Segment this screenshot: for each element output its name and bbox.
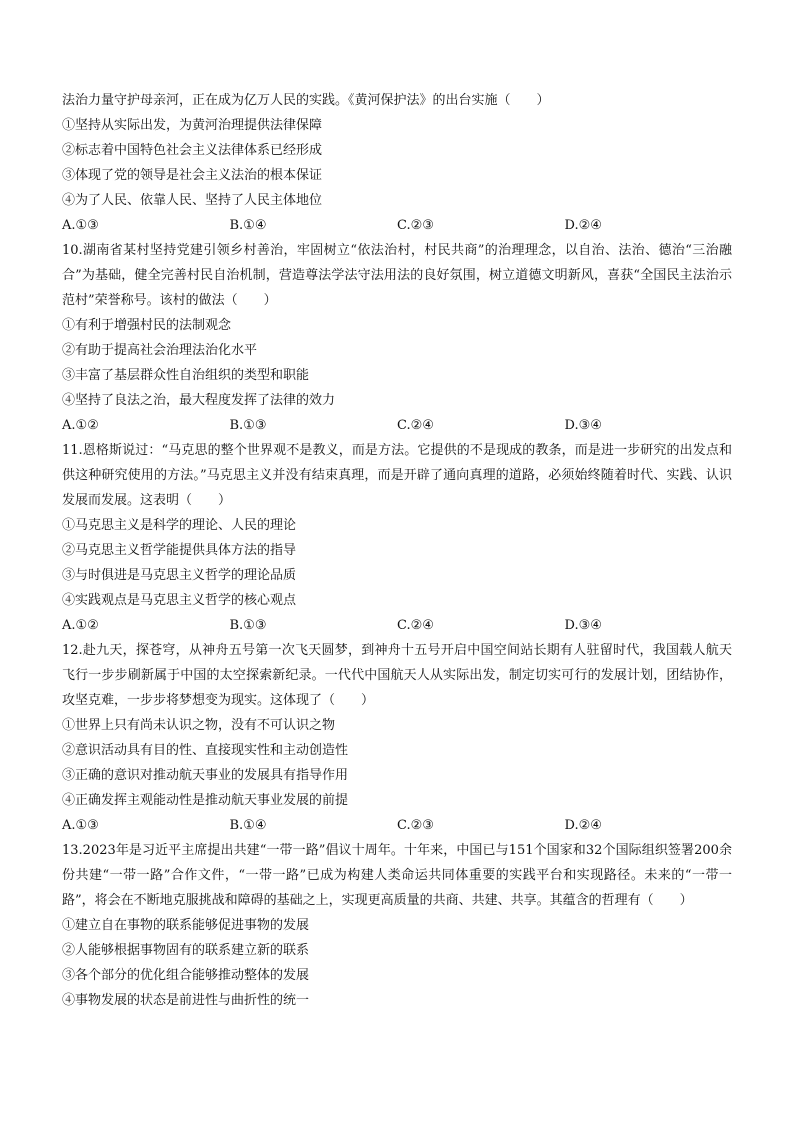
question-13 bbox=[62, 838, 732, 1013]
statement-4: ④事物发展的状态是前进性与曲折性的统一 bbox=[62, 993, 310, 1008]
choice-a: A.①③ bbox=[62, 818, 99, 833]
statement-2: ②有助于提高社会治理法治化水平 bbox=[62, 343, 258, 358]
statement-3: ③正确的意识对推动航天事业的发展具有指导作用 bbox=[62, 768, 349, 783]
choice-b: B.①④ bbox=[229, 818, 267, 833]
statement-1: ①马克思主义是科学的理论、人民的理论 bbox=[62, 518, 297, 533]
statement-1: ①有利于增强村民的法制观念 bbox=[62, 318, 232, 333]
choice-d: D.③④ bbox=[564, 418, 602, 433]
choice-a: A.①② bbox=[62, 418, 99, 433]
answer-choices bbox=[62, 813, 732, 838]
statement-3: ③体现了党的领导是社会主义法治的根本保证 bbox=[62, 168, 323, 183]
choice-a: A.①③ bbox=[62, 218, 99, 233]
question-9 bbox=[62, 88, 732, 238]
statement-4: ④实践观点是马克思主义哲学的核心观点 bbox=[62, 593, 297, 608]
statement-2: ②马克思主义哲学能提供具体方法的指导 bbox=[62, 543, 297, 558]
choice-c: C.②④ bbox=[397, 418, 434, 433]
choice-c: C.②③ bbox=[397, 818, 434, 833]
choice-b: B.①③ bbox=[229, 418, 267, 433]
statement-1: ①建立自在事物的联系能够促进事物的发展 bbox=[62, 918, 310, 933]
choice-b: B.①③ bbox=[229, 618, 267, 633]
answer-choices bbox=[62, 613, 732, 638]
choice-c: C.②③ bbox=[397, 218, 434, 233]
statement-2: ②人能够根据事物固有的联系建立新的联系 bbox=[62, 943, 310, 958]
choice-b: B.①④ bbox=[229, 218, 267, 233]
statement-3: ③各个部分的优化组合能够推动整体的发展 bbox=[62, 968, 310, 983]
answer-choices bbox=[62, 213, 732, 238]
question-10 bbox=[62, 238, 732, 438]
statement-3: ③与时俱进是马克思主义哲学的理论品质 bbox=[62, 568, 297, 583]
statement-4: ④正确发挥主观能动性是推动航天事业发展的前提 bbox=[62, 793, 349, 808]
choice-a: A.①② bbox=[62, 618, 99, 633]
choice-d: D.③④ bbox=[564, 618, 602, 633]
choice-c: C.②④ bbox=[397, 618, 434, 633]
question-stem: 13.2023年是习近平主席提出共建“一带一路”倡议十周年。十年来，中国已与151个国家和32个国际组织签署200余份共建“一带一路”合作文件，“一带一路”已成为构建人类命运共同体重要的实践平台和实现路径。未来的“一带一路”，将会在不断地克服挑战和障碍的基础之上，实现更高质量的共商、共建、共享。其蕴含的哲理有（ ） bbox=[62, 843, 732, 908]
question-stem: 12.赴九天，探苍穹，从神舟五号第一次飞天圆梦，到神舟十五号开启中国空间站长期有人驻留时代，我国载人航天飞行一步步刷新属于中国的太空探索新纪录。一代代中国航天人从实际出发，制定切实可行的发展计划，团结协作，攻坚克难，一步步将梦想变为现实。这体现了（ ） bbox=[62, 643, 732, 708]
choice-d: D.②④ bbox=[564, 218, 602, 233]
statement-2: ②标志着中国特色社会主义法律体系已经形成 bbox=[62, 143, 323, 158]
answer-choices bbox=[62, 413, 732, 438]
question-stem: 10.湖南省某村坚持党建引领乡村善治，牢固树立“依法治村，村民共商”的治理理念，以自治、法治、德治“三治融合”为基础，健全完善村民自治机制，营造尊法学法守法用法的良好氛围，树立道德文明新风，喜获“全国民主法治示范村”荣誉称号。该村的做法（ ） bbox=[62, 243, 732, 308]
choice-d: D.②④ bbox=[564, 818, 602, 833]
question-list bbox=[62, 88, 732, 1013]
statement-4: ④为了人民、依靠人民、坚持了人民主体地位 bbox=[62, 193, 323, 208]
question-stem: 11.恩格斯说过：“马克思的整个世界观不是教义，而是方法。它提供的不是现成的教条，而是进一步研究的出发点和供这种研究使用的方法。”马克思主义并没有结束真理，而是开辟了通向真理的道路，必须始终随着时代、实践、认识发展而发展。这表明（ ） bbox=[62, 443, 732, 508]
question-stem: 法治力量守护母亲河，正在成为亿万人民的实践。《黄河保护法》的出台实施（ ） bbox=[62, 93, 550, 108]
question-12 bbox=[62, 638, 732, 838]
statement-1: ①坚持从实际出发，为黄河治理提供法律保障 bbox=[62, 118, 323, 133]
statement-1: ①世界上只有尚未认识之物，没有不可认识之物 bbox=[62, 718, 336, 733]
statement-2: ②意识活动具有目的性、直接现实性和主动创造性 bbox=[62, 743, 349, 758]
statement-3: ③丰富了基层群众性自治组织的类型和职能 bbox=[62, 368, 310, 383]
question-11 bbox=[62, 438, 732, 638]
statement-4: ④坚持了良法之治，最大程度发挥了法律的效力 bbox=[62, 393, 336, 408]
